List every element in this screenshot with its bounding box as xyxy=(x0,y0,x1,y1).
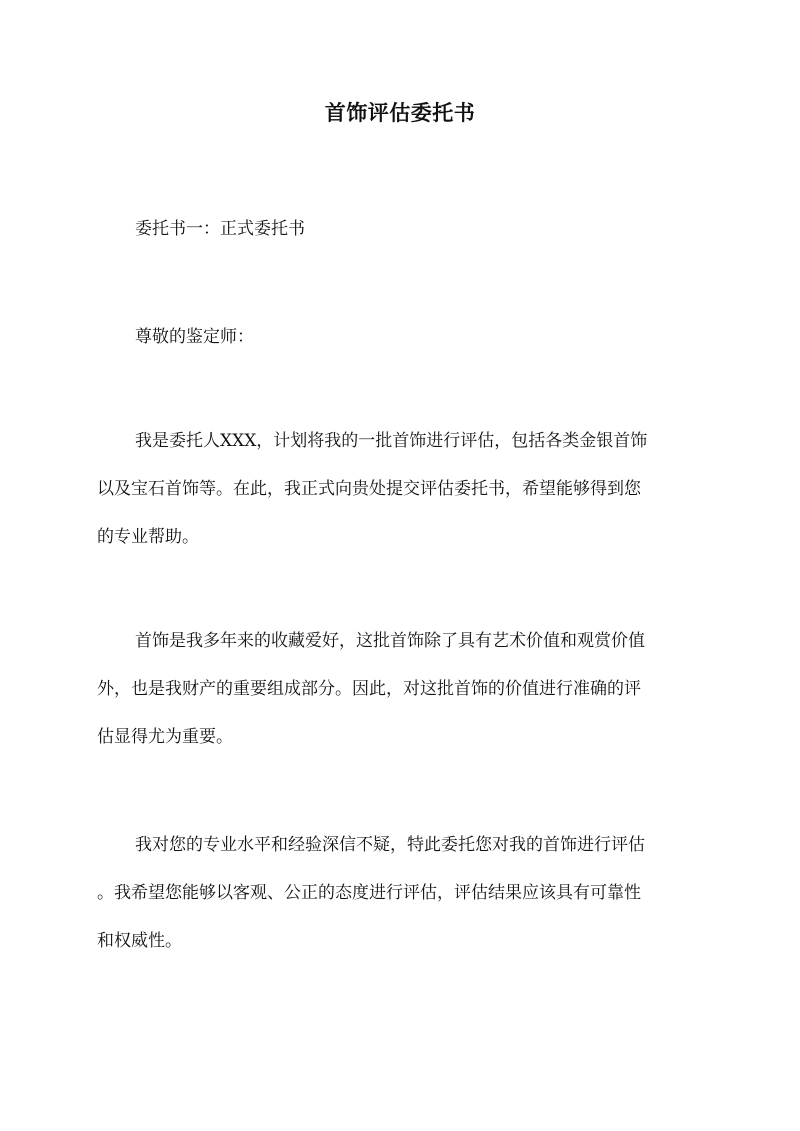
salutation-text: 尊敬的鉴定师： xyxy=(135,327,254,347)
paragraph-line: 估显得尤为重要。 xyxy=(97,727,233,747)
paragraph-line: 以及宝石首饰等。在此，我正式向贵处提交评估委托书，希望能够得到您 xyxy=(97,479,641,499)
paragraph-line: 我是委托人XXX，计划将我的一批首饰进行评估，包括各类金银首饰 xyxy=(135,431,648,451)
paragraph-line: 的专业帮助。 xyxy=(97,527,199,547)
paragraph-line: 外，也是我财产的重要组成部分。因此，对这批首饰的价值进行准确的评 xyxy=(97,679,641,699)
subtitle-text: 委托书一：正式委托书 xyxy=(135,219,305,239)
paragraph-line: 首饰是我多年来的收藏爱好，这批首饰除了具有艺术价值和观赏价值 xyxy=(135,631,645,651)
salutation xyxy=(97,313,709,361)
paragraph-3 xyxy=(97,821,709,965)
paragraph-line: 。我希望您能够以客观、公正的态度进行评估，评估结果应该具有可靠性 xyxy=(97,883,641,903)
letter-subtitle xyxy=(97,205,709,253)
paragraph-2 xyxy=(97,617,709,761)
paragraph-1 xyxy=(97,417,709,561)
paragraph-line: 和权威性。 xyxy=(97,931,182,951)
paragraph-line: 我对您的专业水平和经验深信不疑，特此委托您对我的首饰进行评估 xyxy=(135,835,645,855)
document-title: 首饰评估委托书 xyxy=(324,100,476,125)
